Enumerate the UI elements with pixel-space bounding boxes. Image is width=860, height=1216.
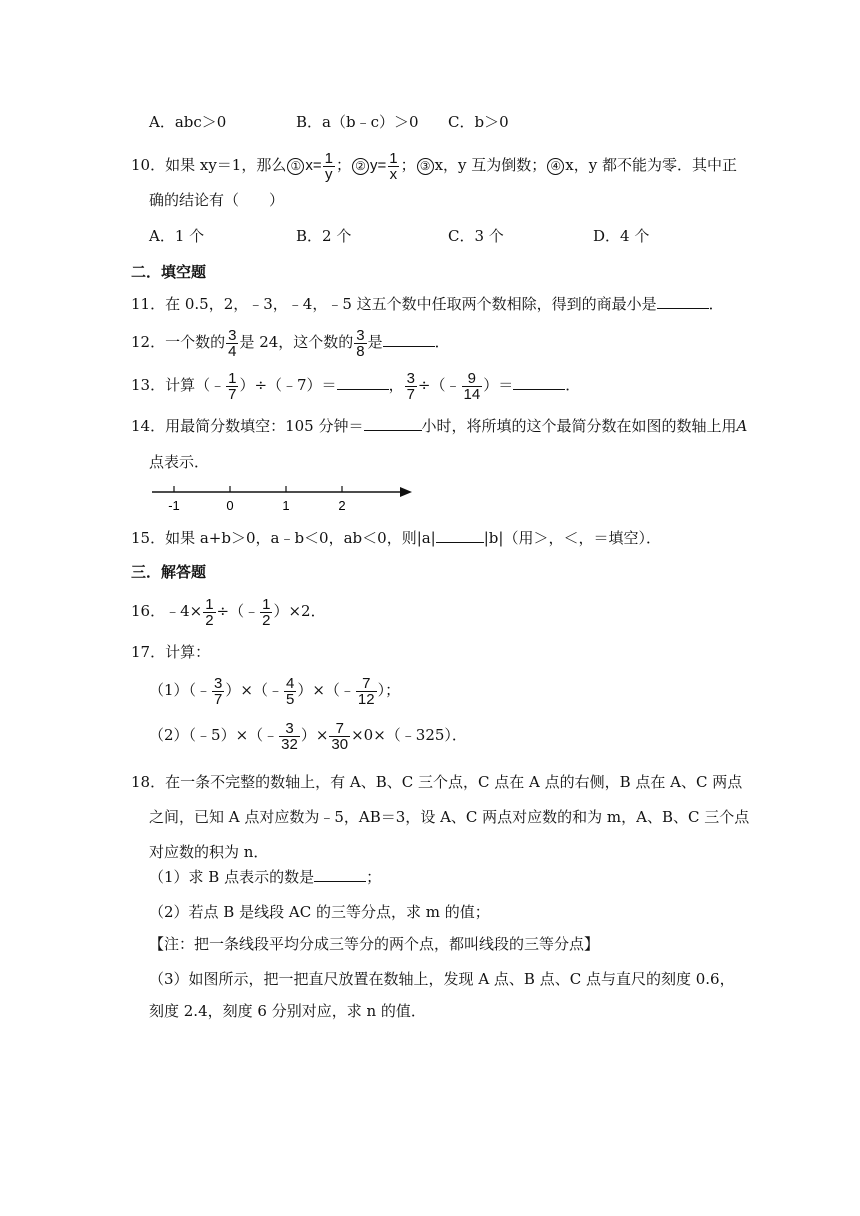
q10-option-c: C．3 个 xyxy=(448,227,504,245)
q14-point-a: A xyxy=(736,417,748,435)
q13-fraction-1 xyxy=(226,371,238,402)
q12-end: ． xyxy=(434,333,450,351)
q10-semicolon-2: ； xyxy=(400,156,416,174)
fraction-denominator: 12 xyxy=(357,690,375,708)
q16-fraction-1 xyxy=(203,597,215,628)
fraction-numerator: 1 xyxy=(389,149,398,167)
q17-part-2 xyxy=(149,718,467,752)
q16-text-2: ÷（﹣ xyxy=(216,602,260,620)
q10-fraction-2 xyxy=(387,151,399,182)
q18-note: 【注：把一条线段平均分成三等分的两个点，都叫线段的三等分点】 xyxy=(149,935,600,953)
fraction-numerator: 1 xyxy=(262,595,271,613)
fraction-denominator: 7 xyxy=(406,385,415,403)
q12-text-3: 是 xyxy=(367,333,383,351)
q12 xyxy=(131,325,450,359)
q13-answer-blank-2[interactable] xyxy=(513,375,565,390)
q13-end: ． xyxy=(565,376,581,394)
q11-text: 11．在 0.5，2，﹣3，﹣4，﹣5 这五个数中任取两个数相除，得到的商最小是 xyxy=(131,295,657,313)
q9-option-a: A．abc＞0 xyxy=(149,113,227,131)
q18-p1-text: （1）求 B 点表示的数是 xyxy=(149,868,315,886)
q18-part-3-line-1: （3）如图所示，把一把直尺放置在数轴上，发现 A 点、B 点、C 点与直尺的刻度 0.6， xyxy=(149,970,735,988)
q13-fraction-2 xyxy=(405,371,417,402)
fraction-denominator: 32 xyxy=(281,735,298,753)
fraction-denominator: y xyxy=(325,165,333,183)
q14-text-2: 小时，将所填的这个最简分数在如图的数轴上用 xyxy=(421,417,737,435)
fraction-numerator: 1 xyxy=(324,149,333,167)
q12-text-1: 12．一个数的 xyxy=(131,333,226,351)
q17-p1-text-2: ）×（﹣ xyxy=(225,681,283,699)
fraction-denominator: 14 xyxy=(463,385,481,403)
q13-answer-blank-1[interactable] xyxy=(337,375,389,390)
fraction-denominator: 2 xyxy=(262,611,271,629)
q13 xyxy=(131,368,580,402)
fraction-numerator: 1 xyxy=(228,369,237,387)
section-heading-solve: 三．解答题 xyxy=(131,563,207,581)
fraction-denominator: 7 xyxy=(214,690,223,708)
fraction-numerator: 3 xyxy=(228,326,237,344)
section-heading-fill-in: 二．填空题 xyxy=(131,263,207,281)
q18-p1-end: ； xyxy=(366,868,382,886)
q17-part-1 xyxy=(149,673,400,707)
q16-text-3: ）×2． xyxy=(273,602,326,620)
q10-circle-1: ① xyxy=(287,158,304,175)
fraction-numerator: 4 xyxy=(285,674,295,692)
q16 xyxy=(131,594,326,628)
q10-option-b: B．2 个 xyxy=(296,227,352,245)
q17-p1-fraction-2 xyxy=(284,676,296,707)
q13-text-1: 13．计算（﹣ xyxy=(131,376,226,394)
q11-answer-blank[interactable] xyxy=(657,294,709,309)
q14-line1 xyxy=(131,416,747,436)
q18-answer-blank[interactable] xyxy=(314,867,366,882)
q17-p1-text-3: ）×（﹣ xyxy=(297,681,355,699)
q13-text-2: ）÷（﹣7）＝ xyxy=(239,376,337,394)
q13-fraction-3 xyxy=(462,371,483,402)
q10-line2: 确的结论有（ ） xyxy=(149,191,285,209)
tick-label: 0 xyxy=(226,498,234,513)
fraction-numerator: 7 xyxy=(362,674,371,692)
q13-text-3: ÷（﹣ xyxy=(417,376,461,394)
q14-number-line xyxy=(148,480,418,516)
fraction-numerator: 1 xyxy=(205,595,214,613)
fraction-numerator: 3 xyxy=(406,369,415,387)
q16-fraction-2 xyxy=(260,597,272,628)
q15 xyxy=(131,528,661,548)
q17-p2-text-3: ×0×（﹣325）． xyxy=(351,726,467,744)
q10-y-eq: y= xyxy=(369,157,387,174)
q17-p2-text-1: （2）（﹣5）×（﹣ xyxy=(149,726,279,744)
q10-text-3: x，y 互为倒数； xyxy=(434,156,547,174)
tick-label: 2 xyxy=(338,498,346,513)
fraction-denominator: 7 xyxy=(228,385,237,403)
fraction-denominator: 5 xyxy=(285,690,295,708)
q18-part-3-line-2: 刻度 2.4，刻度 6 分别对应，求 n 的值． xyxy=(149,1002,426,1020)
fraction-numerator: 9 xyxy=(467,369,477,387)
fraction-numerator: 7 xyxy=(335,719,344,737)
q18-part-2: （2）若点 B 是线段 AC 的三等分点，求 m 的值； xyxy=(149,903,490,921)
tick-label: -1 xyxy=(168,498,180,513)
fraction-denominator: 8 xyxy=(356,342,365,360)
q10-number: 10． xyxy=(131,156,166,174)
q12-answer-blank[interactable] xyxy=(383,332,435,347)
q18-line-3: 对应数的积为 n． xyxy=(149,843,269,861)
q15-text-1: 15．如果 a+b＞0，a﹣b＜0，ab＜0，则|a| xyxy=(131,529,436,547)
q16-text-1: 16．﹣4× xyxy=(131,602,203,620)
q17-p1-fraction-3 xyxy=(356,676,377,707)
q17-p1-text-4: ）； xyxy=(377,681,401,699)
q17-title: 17．计算： xyxy=(131,643,211,661)
q11-end: ． xyxy=(708,295,724,313)
fraction-denominator: 4 xyxy=(228,342,237,360)
q10-semicolon-1: ； xyxy=(335,156,351,174)
q10-text-4: x，y 都不能为零．其中正 xyxy=(565,156,737,174)
q18-line-1: 18．在一条不完整的数轴上，有 A、B、C 三个点，C 点在 A 点的右侧，B 点在 A、C 两点 xyxy=(131,773,743,791)
q10-circle-3: ③ xyxy=(417,158,434,175)
q10-line1 xyxy=(131,150,737,182)
q12-text-2: 是 24，这个数的 xyxy=(239,333,354,351)
q11 xyxy=(131,294,724,314)
q10-x-eq: x= xyxy=(305,157,322,174)
fraction-denominator: 30 xyxy=(331,735,349,753)
q10-circle-2: ② xyxy=(352,158,369,175)
q18-line-2: 之间，已知 A 点对应数为﹣5，AB＝3，设 A、C 两点对应数的和为 m，A、B、C 三个点 xyxy=(149,808,750,826)
q15-text-2: |b|（用＞，＜，＝填空）． xyxy=(483,529,661,547)
q14-text-1: 14．用最简分数填空：105 分钟＝ xyxy=(131,417,364,435)
q17-p2-fraction-2 xyxy=(329,721,350,752)
q9-option-c: C．b＞0 xyxy=(448,113,509,131)
q12-fraction-2 xyxy=(354,328,366,359)
fraction-numerator: 3 xyxy=(356,326,365,344)
q15-answer-blank[interactable] xyxy=(436,528,484,543)
q14-answer-blank[interactable] xyxy=(364,416,422,431)
q12-fraction-1 xyxy=(226,328,238,359)
fraction-denominator: 2 xyxy=(205,611,214,629)
q13-text-4: ）＝ xyxy=(483,376,514,394)
fraction-denominator: x xyxy=(389,165,398,183)
tick-label: 1 xyxy=(282,498,290,513)
q17-p2-fraction-1 xyxy=(279,721,300,752)
q13-comma: ， xyxy=(388,376,404,394)
q10-text-1: 如果 xy＝1，那么 xyxy=(165,156,287,174)
q18-part-1 xyxy=(149,867,381,887)
q17-p1-fraction-1 xyxy=(212,676,224,707)
q17-p2-text-2: ）× xyxy=(300,726,329,744)
q17-p1-text-1: （1）（﹣ xyxy=(149,681,212,699)
fraction-numerator: 3 xyxy=(214,674,223,692)
q10-fraction-1 xyxy=(323,151,335,182)
q14-line2: 点表示． xyxy=(149,453,210,471)
q9-option-b: B．a（b﹣c）＞0 xyxy=(296,113,419,131)
q10-circle-4: ④ xyxy=(547,158,564,175)
number-line-arrow-icon xyxy=(400,487,412,497)
q10-option-a: A．1 个 xyxy=(149,227,205,245)
fraction-numerator: 3 xyxy=(285,719,294,737)
q10-option-d: D．4 个 xyxy=(593,227,650,245)
